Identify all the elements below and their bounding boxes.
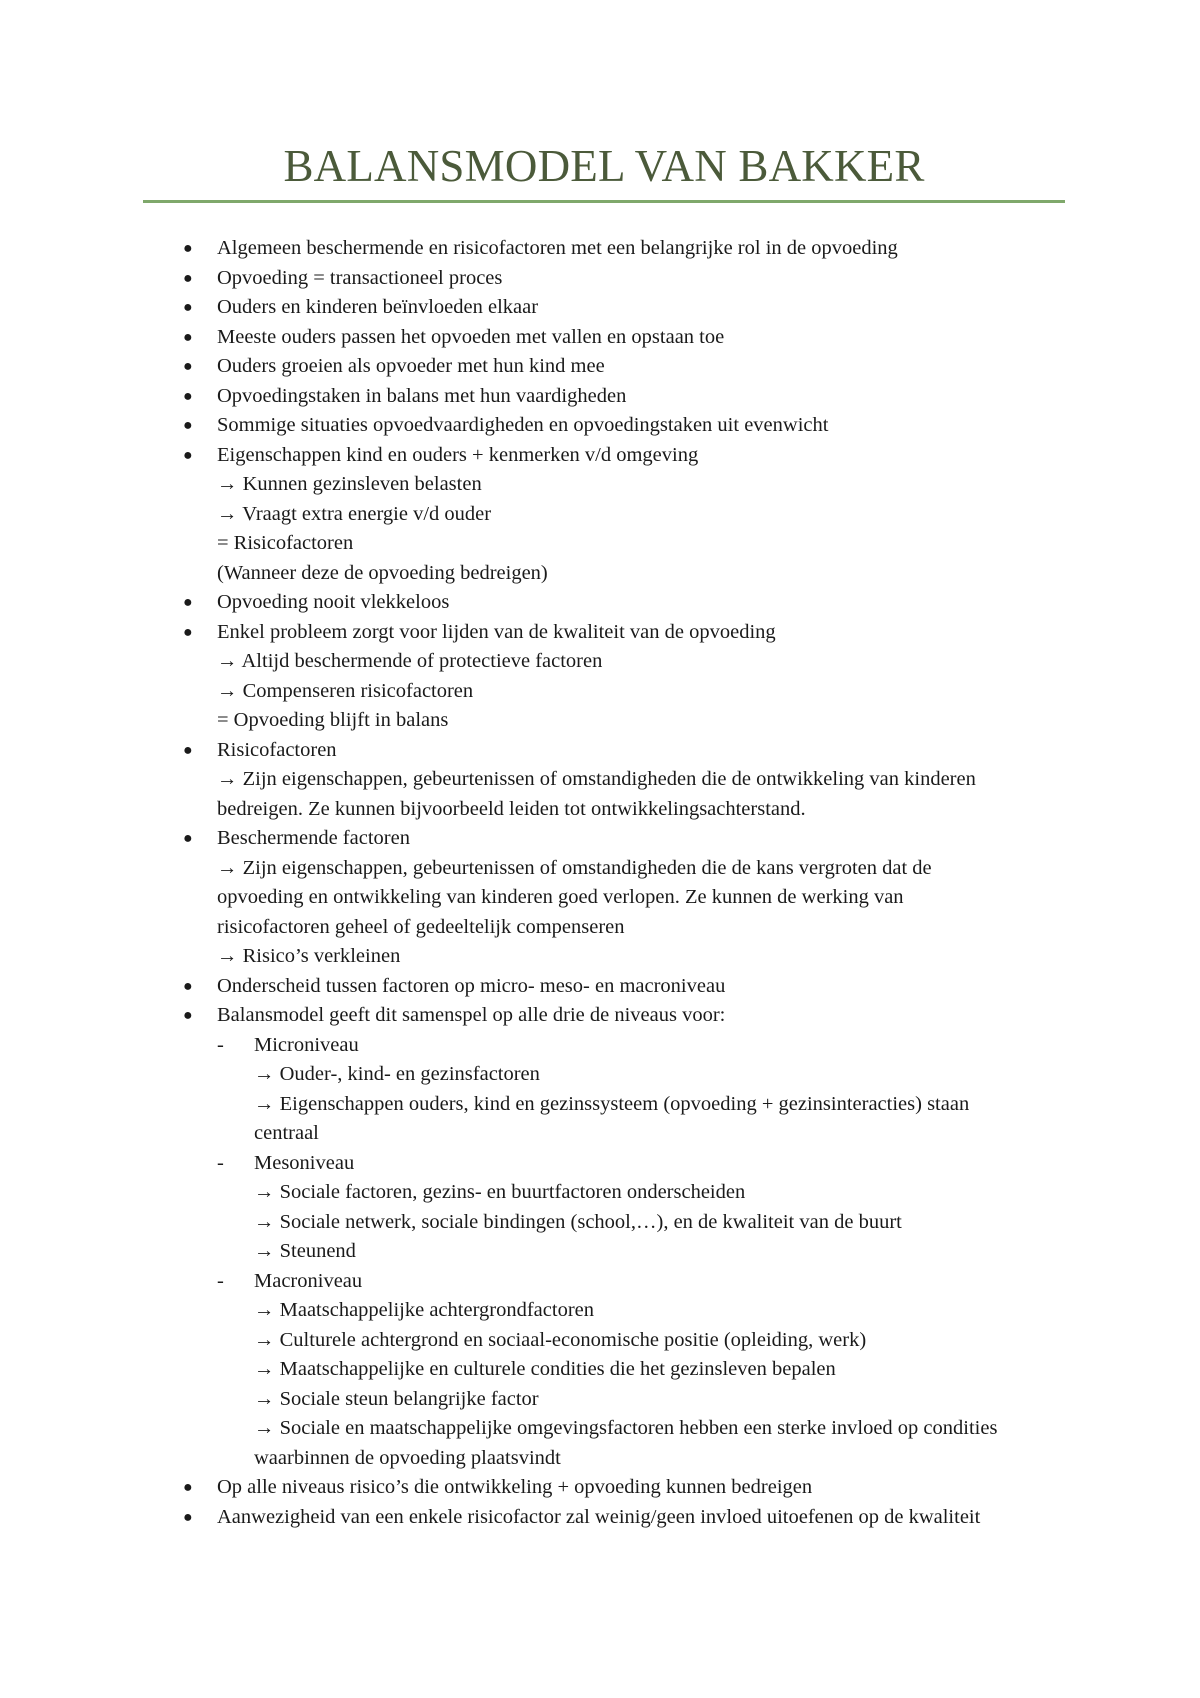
line-text: centraal [254,1122,319,1144]
bullet-item [0,352,1200,382]
continuation-line [0,1060,1200,1090]
bullet-icon: ● [183,1479,193,1496]
line-text: → Altijd beschermende of protectieve factoren [217,650,603,672]
continuation-line [0,559,1200,589]
line-text: Ouders en kinderen beïnvloeden elkaar [217,296,539,318]
dash-item [0,1031,1200,1061]
bullet-icon: ● [183,358,193,375]
continuation-line [0,470,1200,500]
continuation-line [0,647,1200,677]
line-text: → Maatschappelijke en culturele condities die het gezinsleven bepalen [254,1358,836,1380]
bullet-item [0,736,1200,766]
dash-icon: - [217,1033,224,1056]
line-text: Mesoniveau [254,1151,355,1174]
bullet-item [0,441,1200,471]
continuation-line [0,1208,1200,1238]
dash-item [0,1267,1200,1297]
continuation-line [0,1119,1200,1149]
continuation-line [0,854,1200,884]
dash-item [0,1149,1200,1179]
line-text: Macroniveau [254,1269,363,1292]
line-text: → Steunend [254,1240,356,1262]
bullet-icon: ● [183,741,193,759]
bullet-icon: ● [183,977,193,995]
continuation-line [0,1355,1200,1385]
line-text: Risicofactoren [217,738,337,761]
bullet-icon: ● [183,417,193,434]
dash-icon: - [217,1151,224,1174]
bullet-item [0,323,1200,353]
line-text: → Kunnen gezinsleven belasten [217,473,482,495]
line-text: Algemeen beschermende en risicofactoren met een belangrijke rol in de opvoeding [217,237,898,259]
bullet-item [0,1473,1200,1503]
bullet-item [0,1001,1200,1031]
bullet-icon: ● [183,1007,193,1024]
line-text: Opvoedingstaken in balans met hun vaardigheden [217,384,627,407]
line-text: Microniveau [254,1033,359,1056]
bullet-item [0,264,1200,294]
continuation-line [0,795,1200,825]
bullet-icon: ● [183,269,193,287]
line-text: Onderscheid tussen factoren op micro- meso- en macroniveau [217,974,726,997]
bullet-item [0,972,1200,1002]
line-text: Meeste ouders passen het opvoeden met vallen en opstaan toe [217,325,725,348]
continuation-line [0,1444,1200,1474]
continuation-line [0,500,1200,530]
line-text: → Vraagt extra energie v/d ouder [217,502,492,525]
bullet-icon: ● [183,1508,193,1526]
line-text: (Wanneer deze de opvoeding bedreigen) [217,561,548,584]
continuation-line [0,677,1200,707]
line-text: Enkel probleem zorgt voor lijden van de kwaliteit van de opvoeding [217,620,776,643]
line-text: bedreigen. Ze kunnen bijvoorbeeld leiden tot ontwikkelingsachterstand. [217,797,806,820]
continuation-line [0,1296,1200,1326]
line-text: waarbinnen de opvoeding plaatsvindt [254,1446,561,1469]
bullet-icon: ● [183,387,193,405]
bullet-icon: ● [183,446,193,464]
bullet-item [0,824,1200,854]
bullet-icon: ● [183,328,193,346]
bullet-item [0,588,1200,618]
line-text: → Sociale steun belangrijke factor [254,1387,539,1410]
line-text: → Sociale factoren, gezins- en buurtfactoren onderscheiden [254,1181,746,1203]
continuation-line [0,942,1200,972]
line-text: → Compenseren risicofactoren [217,679,474,702]
line-text: → Sociale netwerk, sociale bindingen (school,…), en de kwaliteit van de buurt [254,1210,902,1233]
line-text: = Risicofactoren [217,532,354,554]
line-text: Op alle niveaus risico’s die ontwikkeling + opvoeding kunnen bedreigen [217,1476,813,1498]
line-text: Ouders groeien als opvoeder met hun kind mee [217,355,605,377]
line-text: → Maatschappelijke achtergrondfactoren [254,1299,595,1321]
continuation-line [0,765,1200,795]
page-title: BALANSMODEL VAN BAKKER [283,141,925,191]
bullet-item [0,293,1200,323]
continuation-line [0,706,1200,736]
line-text: Aanwezigheid van een enkele risicofactor zal weinig/geen invloed uitoefenen op de kwaliteit [217,1505,981,1528]
continuation-line [0,913,1200,943]
bullet-item [0,382,1200,412]
title-underline [143,200,1065,203]
bullet-icon: ● [183,623,193,641]
line-text: → Sociale en maatschappelijke omgevingsfactoren hebben een sterke invloed op condities [254,1417,998,1439]
line-text: Opvoeding nooit vlekkeloos [217,591,450,613]
line-text: → Zijn eigenschappen, gebeurtenissen of omstandigheden die de ontwikkeling van kinderen [217,768,976,790]
line-text: risicofactoren geheel of gedeeltelijk compenseren [217,915,625,938]
line-text: → Risico’s verkleinen [217,945,401,967]
line-text: → Culturele achtergrond en sociaal-economische positie (opleiding, werk) [254,1328,867,1351]
bullet-item [0,411,1200,441]
continuation-line [0,1237,1200,1267]
line-text: Opvoeding = transactioneel proces [217,266,503,289]
line-text: → Zijn eigenschappen, gebeurtenissen of omstandigheden die de kans vergroten dat de [217,856,932,879]
line-text: Eigenschappen kind en ouders + kenmerken v/d omgeving [217,443,699,466]
bullet-item [0,618,1200,648]
bullet-icon: ● [183,299,193,316]
document-body [0,234,1200,1532]
line-text: opvoeding en ontwikkeling van kinderen goed verlopen. Ze kunnen de werking van [217,886,904,908]
continuation-line [0,1414,1200,1444]
line-text: → Eigenschappen ouders, kind en gezinssysteem (opvoeding + gezinsinteracties) staan [254,1092,970,1115]
bullet-icon: ● [183,594,193,611]
dash-icon: - [217,1269,224,1292]
line-text: → Ouder-, kind- en gezinsfactoren [254,1063,540,1085]
line-text: Balansmodel geeft dit samenspel op alle drie de niveaus voor: [217,1004,726,1026]
continuation-line [0,1178,1200,1208]
line-text: Sommige situaties opvoedvaardigheden en opvoedingstaken uit evenwicht [217,414,829,436]
continuation-line [0,1385,1200,1415]
bullet-icon: ● [183,830,193,847]
bullet-icon: ● [183,240,193,257]
continuation-line [0,1326,1200,1356]
continuation-line [0,883,1200,913]
line-text: Beschermende factoren [217,827,410,849]
bullet-item [0,234,1200,264]
continuation-line [0,1090,1200,1120]
bullet-item [0,1503,1200,1533]
line-text: = Opvoeding blijft in balans [217,709,449,731]
continuation-line [0,529,1200,559]
